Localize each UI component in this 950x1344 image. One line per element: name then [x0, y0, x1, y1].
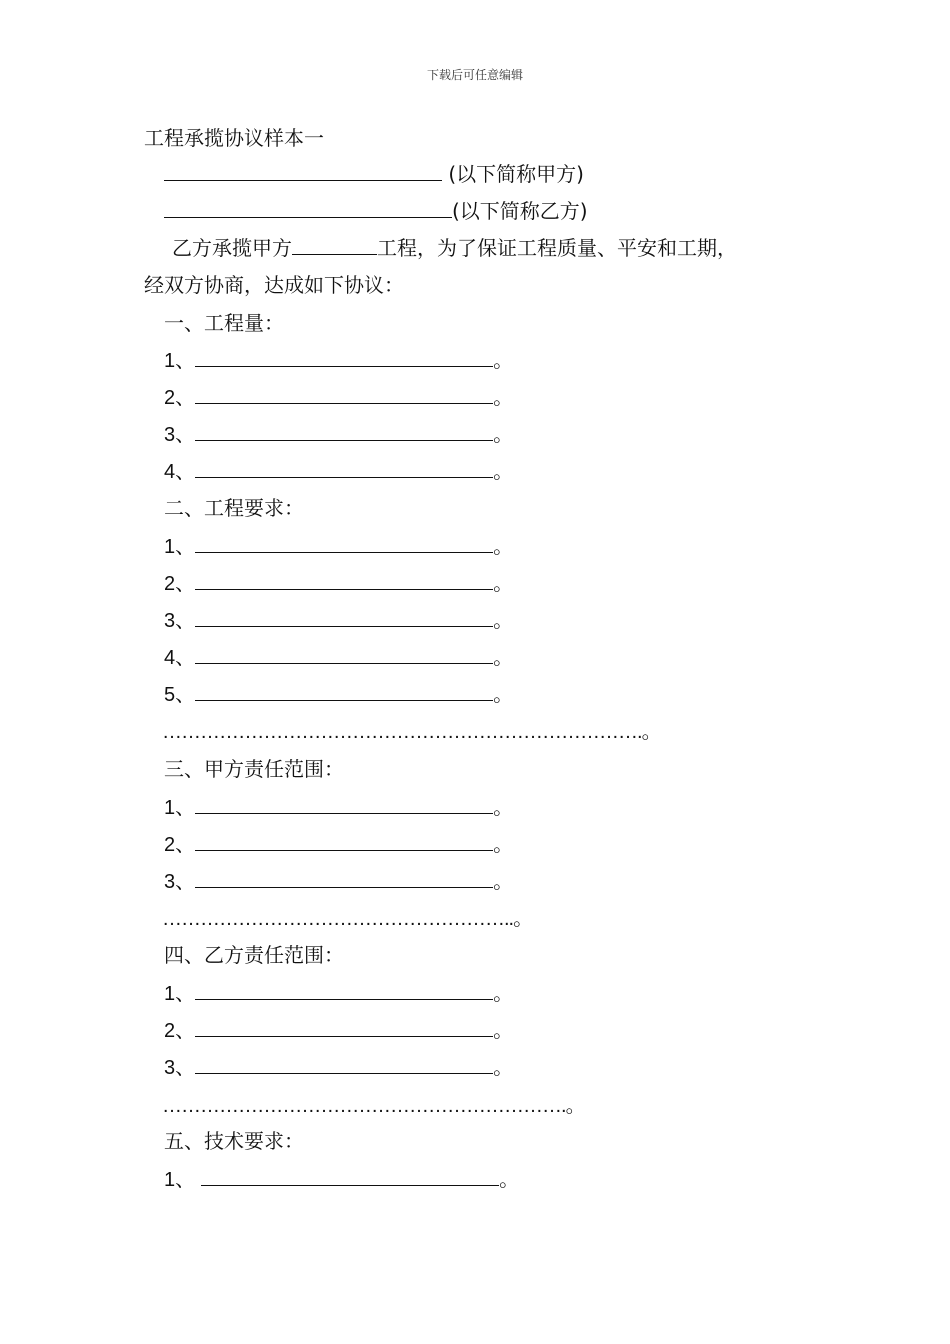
item-period: 。 [493, 571, 514, 595]
item-blank[interactable] [195, 793, 493, 814]
page-header: 下载后可任意编辑 [426, 68, 523, 82]
item-period: 。 [493, 832, 514, 856]
section-heading: 一、工程量： [164, 311, 284, 335]
item-period: 。 [493, 534, 514, 558]
list-item [164, 830, 513, 858]
item-blank[interactable] [195, 643, 493, 664]
list-item [164, 457, 513, 485]
item-period: 。 [493, 459, 514, 483]
item-blank[interactable] [195, 1053, 493, 1074]
project-name-blank[interactable] [292, 234, 377, 255]
ellipsis-line [162, 1092, 586, 1119]
item-number: 1、 [164, 536, 196, 558]
item-period: 。 [499, 1167, 520, 1191]
list-item [164, 1016, 513, 1044]
party-a-line [164, 160, 584, 187]
item-number: 1、 [164, 350, 196, 372]
item-blank[interactable] [195, 383, 493, 404]
list-item [164, 643, 513, 671]
item-period: 。 [493, 682, 514, 706]
item-blank[interactable] [195, 346, 493, 367]
ellipsis-dots: ……………………………………………….. [162, 908, 514, 930]
ellipsis-dots: …………………………………………………………………. [162, 721, 642, 743]
list-item [164, 346, 513, 374]
list-item [164, 569, 513, 597]
item-number: 3、 [164, 1057, 196, 1079]
list-item [164, 606, 513, 634]
item-period: 。 [493, 869, 514, 893]
list-item [164, 680, 513, 708]
item-number: 2、 [164, 573, 196, 595]
item-period: 。 [493, 348, 514, 372]
item-number: 2、 [164, 834, 196, 856]
party-b-suffix: (以下简称乙方) [452, 199, 588, 223]
section-heading: 四、乙方责任范围： [164, 943, 344, 967]
ellipsis-period: 。 [565, 1093, 586, 1117]
item-period: 。 [493, 385, 514, 409]
item-number: 1、 [164, 1169, 196, 1191]
party-b-blank[interactable] [164, 197, 452, 218]
item-period: 。 [493, 981, 514, 1005]
item-number: 3、 [164, 610, 196, 632]
list-item [164, 1165, 519, 1193]
item-number: 3、 [164, 871, 196, 893]
list-item [164, 867, 513, 895]
item-number: 4、 [164, 647, 196, 669]
party-a-suffix: (以下简称甲方) [448, 162, 584, 186]
item-blank[interactable] [195, 532, 493, 553]
item-blank[interactable] [201, 1165, 499, 1186]
item-blank[interactable] [195, 830, 493, 851]
section-heading: 五、技术要求： [164, 1129, 304, 1153]
section-heading: 三、甲方责任范围： [164, 757, 344, 781]
ellipsis-period: 。 [513, 906, 534, 930]
intro-pre: 乙方承揽甲方 [172, 236, 292, 260]
item-number: 1、 [164, 983, 196, 1005]
item-period: 。 [493, 1018, 514, 1042]
item-blank[interactable] [195, 867, 493, 888]
section-heading: 二、工程要求： [164, 496, 304, 520]
item-blank[interactable] [195, 979, 493, 1000]
item-blank[interactable] [195, 1016, 493, 1037]
item-number: 2、 [164, 387, 196, 409]
item-blank[interactable] [195, 569, 493, 590]
item-period: 。 [493, 1055, 514, 1079]
intro-line-1 [172, 234, 737, 261]
list-item [164, 793, 513, 821]
item-number: 5、 [164, 684, 196, 706]
ellipsis-dots: ………………………………………………………. [162, 1095, 566, 1117]
list-item [164, 532, 513, 560]
party-b-line [164, 197, 588, 224]
intro-line-2: 经双方协商，达成如下协议： [144, 273, 404, 297]
item-number: 3、 [164, 424, 196, 446]
item-blank[interactable] [195, 680, 493, 701]
item-number: 1、 [164, 797, 196, 819]
item-blank[interactable] [195, 457, 493, 478]
item-period: 。 [493, 795, 514, 819]
item-period: 。 [493, 645, 514, 669]
ellipsis-line [162, 905, 533, 932]
item-number: 2、 [164, 1020, 196, 1042]
party-a-blank[interactable] [164, 160, 442, 181]
document-title: 工程承揽协议样本一 [144, 126, 324, 150]
item-period: 。 [493, 608, 514, 632]
list-item [164, 383, 513, 411]
list-item [164, 979, 513, 1007]
item-blank[interactable] [195, 606, 493, 627]
list-item [164, 420, 513, 448]
ellipsis-period: 。 [641, 719, 662, 743]
item-number: 4、 [164, 461, 196, 483]
ellipsis-line [162, 718, 662, 745]
item-blank[interactable] [195, 420, 493, 441]
item-period: 。 [493, 422, 514, 446]
list-item [164, 1053, 513, 1081]
intro-post: 工程，为了保证工程质量、平安和工期， [377, 236, 737, 260]
